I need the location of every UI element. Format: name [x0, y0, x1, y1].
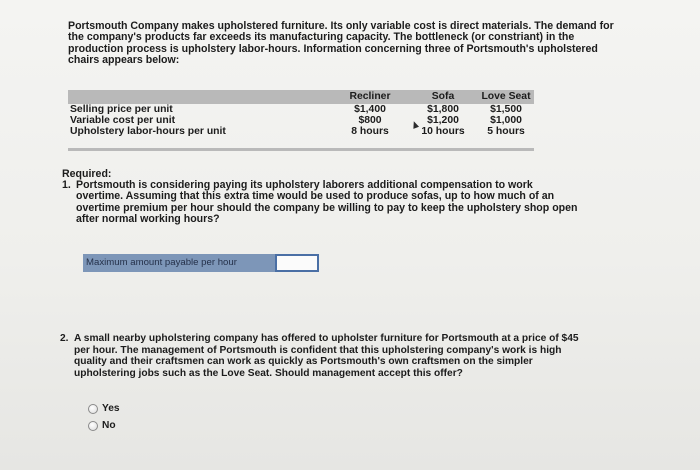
radio-button-yes[interactable]: [88, 404, 98, 414]
cell-love-seat-cost: $1,000: [490, 115, 522, 126]
column-header-sofa: Sofa: [431, 91, 455, 102]
table-row: [68, 115, 534, 126]
row-label-variable-cost: Variable cost per unit: [70, 115, 176, 126]
cell-sofa-price: $1,800: [427, 104, 459, 115]
question-1-number: 1.: [62, 179, 71, 191]
answer-row: [83, 254, 319, 272]
radio-button-no[interactable]: [88, 421, 98, 431]
row-label-selling-price: Selling price per unit: [70, 104, 173, 115]
column-header-recliner: Recliner: [349, 91, 391, 102]
radio-option-yes[interactable]: [88, 400, 120, 417]
radio-option-no[interactable]: [88, 417, 120, 434]
cell-recliner-price: $1,400: [354, 104, 386, 115]
radio-label-yes: Yes: [102, 403, 120, 414]
table-row: [68, 126, 534, 137]
problem-intro: Portsmouth Company makes upholstered furniture. Its only variable cost is direct materials. The demand for the company's products far exceeds its manufacturing capacity. The bottleneck (or constriant) in the production process is upholstery labor-hours. Information concerning three of Portsmouth's upholstered chairs appears below:: [68, 20, 614, 67]
table-header-row: [68, 90, 534, 101]
question-2-text: A small nearby upholstering company has offered to upholster furniture for Portsmouth at a price of $45 per hour. The management of Portsmouth is confident that this upholstering company's work is high quality and their craftsmen can work as quickly as Portsmouth's own craftsmen on the simpler upholstering jobs such as the Love Seat. Should management accept this offer?: [74, 333, 579, 379]
question-1: [62, 180, 582, 226]
cell-love-seat-hours: 5 hours: [487, 126, 525, 137]
chair-info-table: [68, 90, 534, 137]
cell-recliner-cost: $800: [358, 115, 382, 126]
column-header-love-seat: Love Seat: [481, 91, 531, 102]
required-heading: Required:: [62, 168, 112, 180]
max-amount-label: Maximum amount payable per hour: [83, 254, 275, 272]
cell-sofa-hours: 10 hours: [421, 126, 465, 137]
cell-sofa-cost: $1,200: [427, 115, 459, 126]
accept-offer-radio-group: [88, 400, 120, 434]
question-2: [60, 333, 590, 379]
cell-recliner-hours: 8 hours: [351, 126, 389, 137]
row-label-labor-hours: Upholstery labor-hours per unit: [70, 126, 226, 137]
max-amount-input[interactable]: [275, 254, 319, 272]
radio-label-no: No: [102, 420, 116, 431]
question-2-number: 2.: [60, 333, 69, 344]
question-1-text: Portsmouth is considering paying its upholstery laborers additional compensation to work overtime. Assuming that this extra time would be used to produce sofas, up to how much of an overtime premium per hour should the company be willing to pay to keep the upholstery shop open after normal working hours?: [76, 179, 578, 226]
table-row: [68, 104, 534, 115]
cell-love-seat-price: $1,500: [490, 104, 522, 115]
table-footer-bar: [68, 148, 534, 151]
